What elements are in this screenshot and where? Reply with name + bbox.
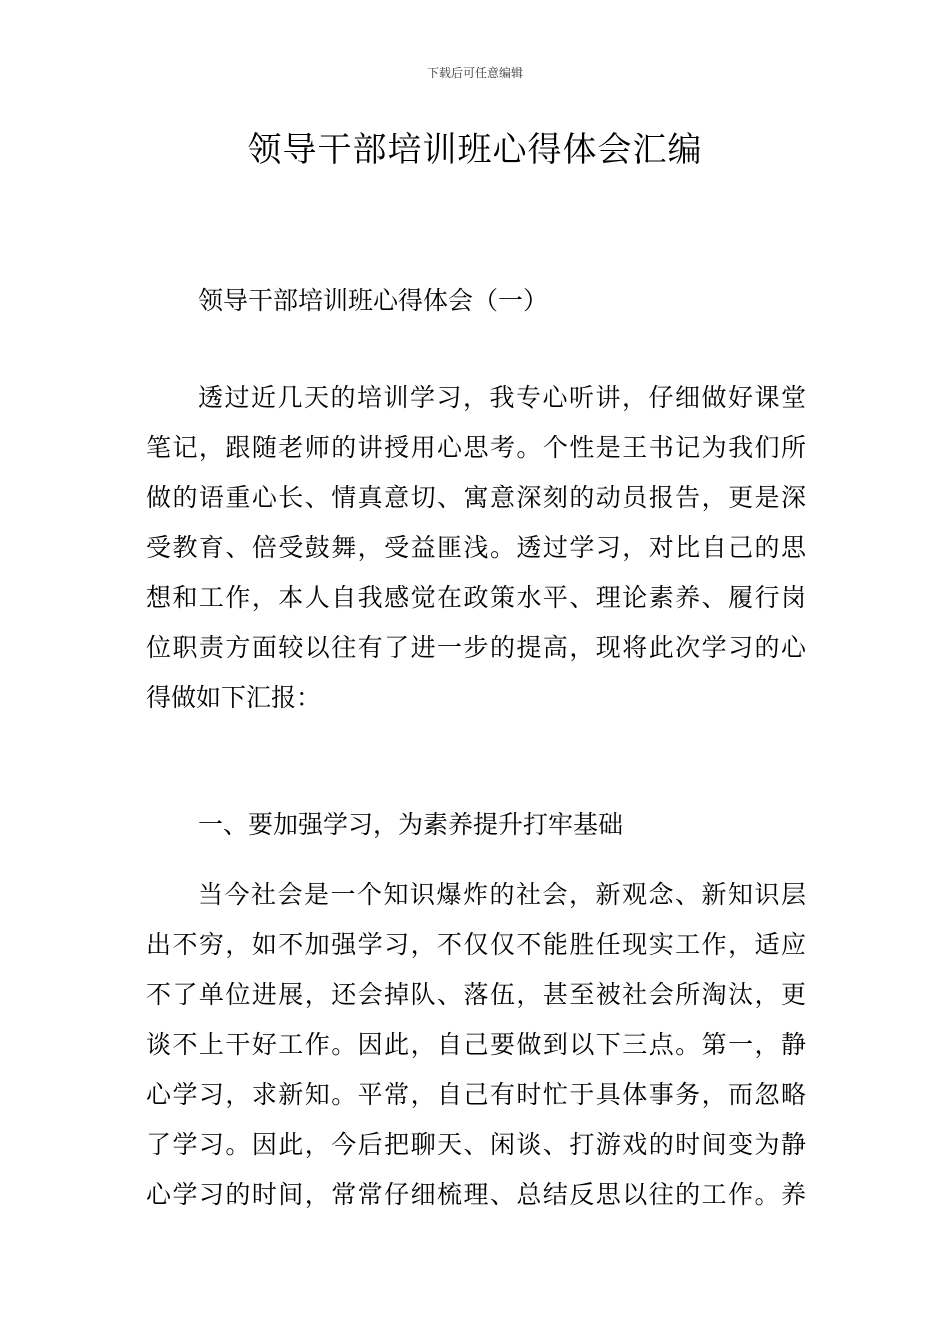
paragraph-line: 笔记，跟随老师的讲授用心思考。个性是王书记为我们所 [146,433,806,462]
paragraph-line: 不了单位进展，还会掉队、落伍，甚至被社会所淘汰，更 [146,980,806,1009]
paragraph-line: 当今社会是一个知识爆炸的社会，新观念、新知识层 [198,880,806,909]
paragraph-line: 出不穷，如不加强学习，不仅仅不能胜任现实工作，适应 [146,930,806,959]
paragraph-line: 透过近几天的培训学习，我专心听讲，仔细做好课堂 [198,383,806,412]
paragraph-line: 想和工作，本人自我感觉在政策水平、理论素养、履行岗 [146,583,806,612]
paragraph-study [146,870,806,1220]
paragraph-line: 位职责方面较以往有了进一步的提高，现将此次学习的心 [146,633,806,662]
paragraph-line: 谈不上干好工作。因此，自己要做到以下三点。第一，静 [146,1030,806,1059]
paragraph-line: 心学习，求新知。平常，自己有时忙于具体事务，而忽略 [146,1080,806,1109]
paragraph-intro [146,373,806,723]
paragraph-line: 得做如下汇报： [146,683,322,712]
subheading-1: 一、要加强学习，为素养提升打牢基础 [198,810,624,839]
page-header-note: 下载后可任意编辑 [426,66,523,80]
section-title: 领导干部培训班心得体会（一） [198,286,549,315]
paragraph-line: 做的语重心长、情真意切、寓意深刻的动员报告，更是深 [146,483,806,512]
document-title: 领导干部培训班心得体会汇编 [247,130,703,170]
paragraph-line: 心学习的时间，常常仔细梳理、总结反思以往的工作。养 [146,1180,806,1209]
paragraph-line: 了学习。因此，今后把聊天、闲谈、打游戏的时间变为静 [146,1130,806,1159]
paragraph-line: 受教育、倍受鼓舞，受益匪浅。透过学习，对比自己的思 [146,533,806,562]
